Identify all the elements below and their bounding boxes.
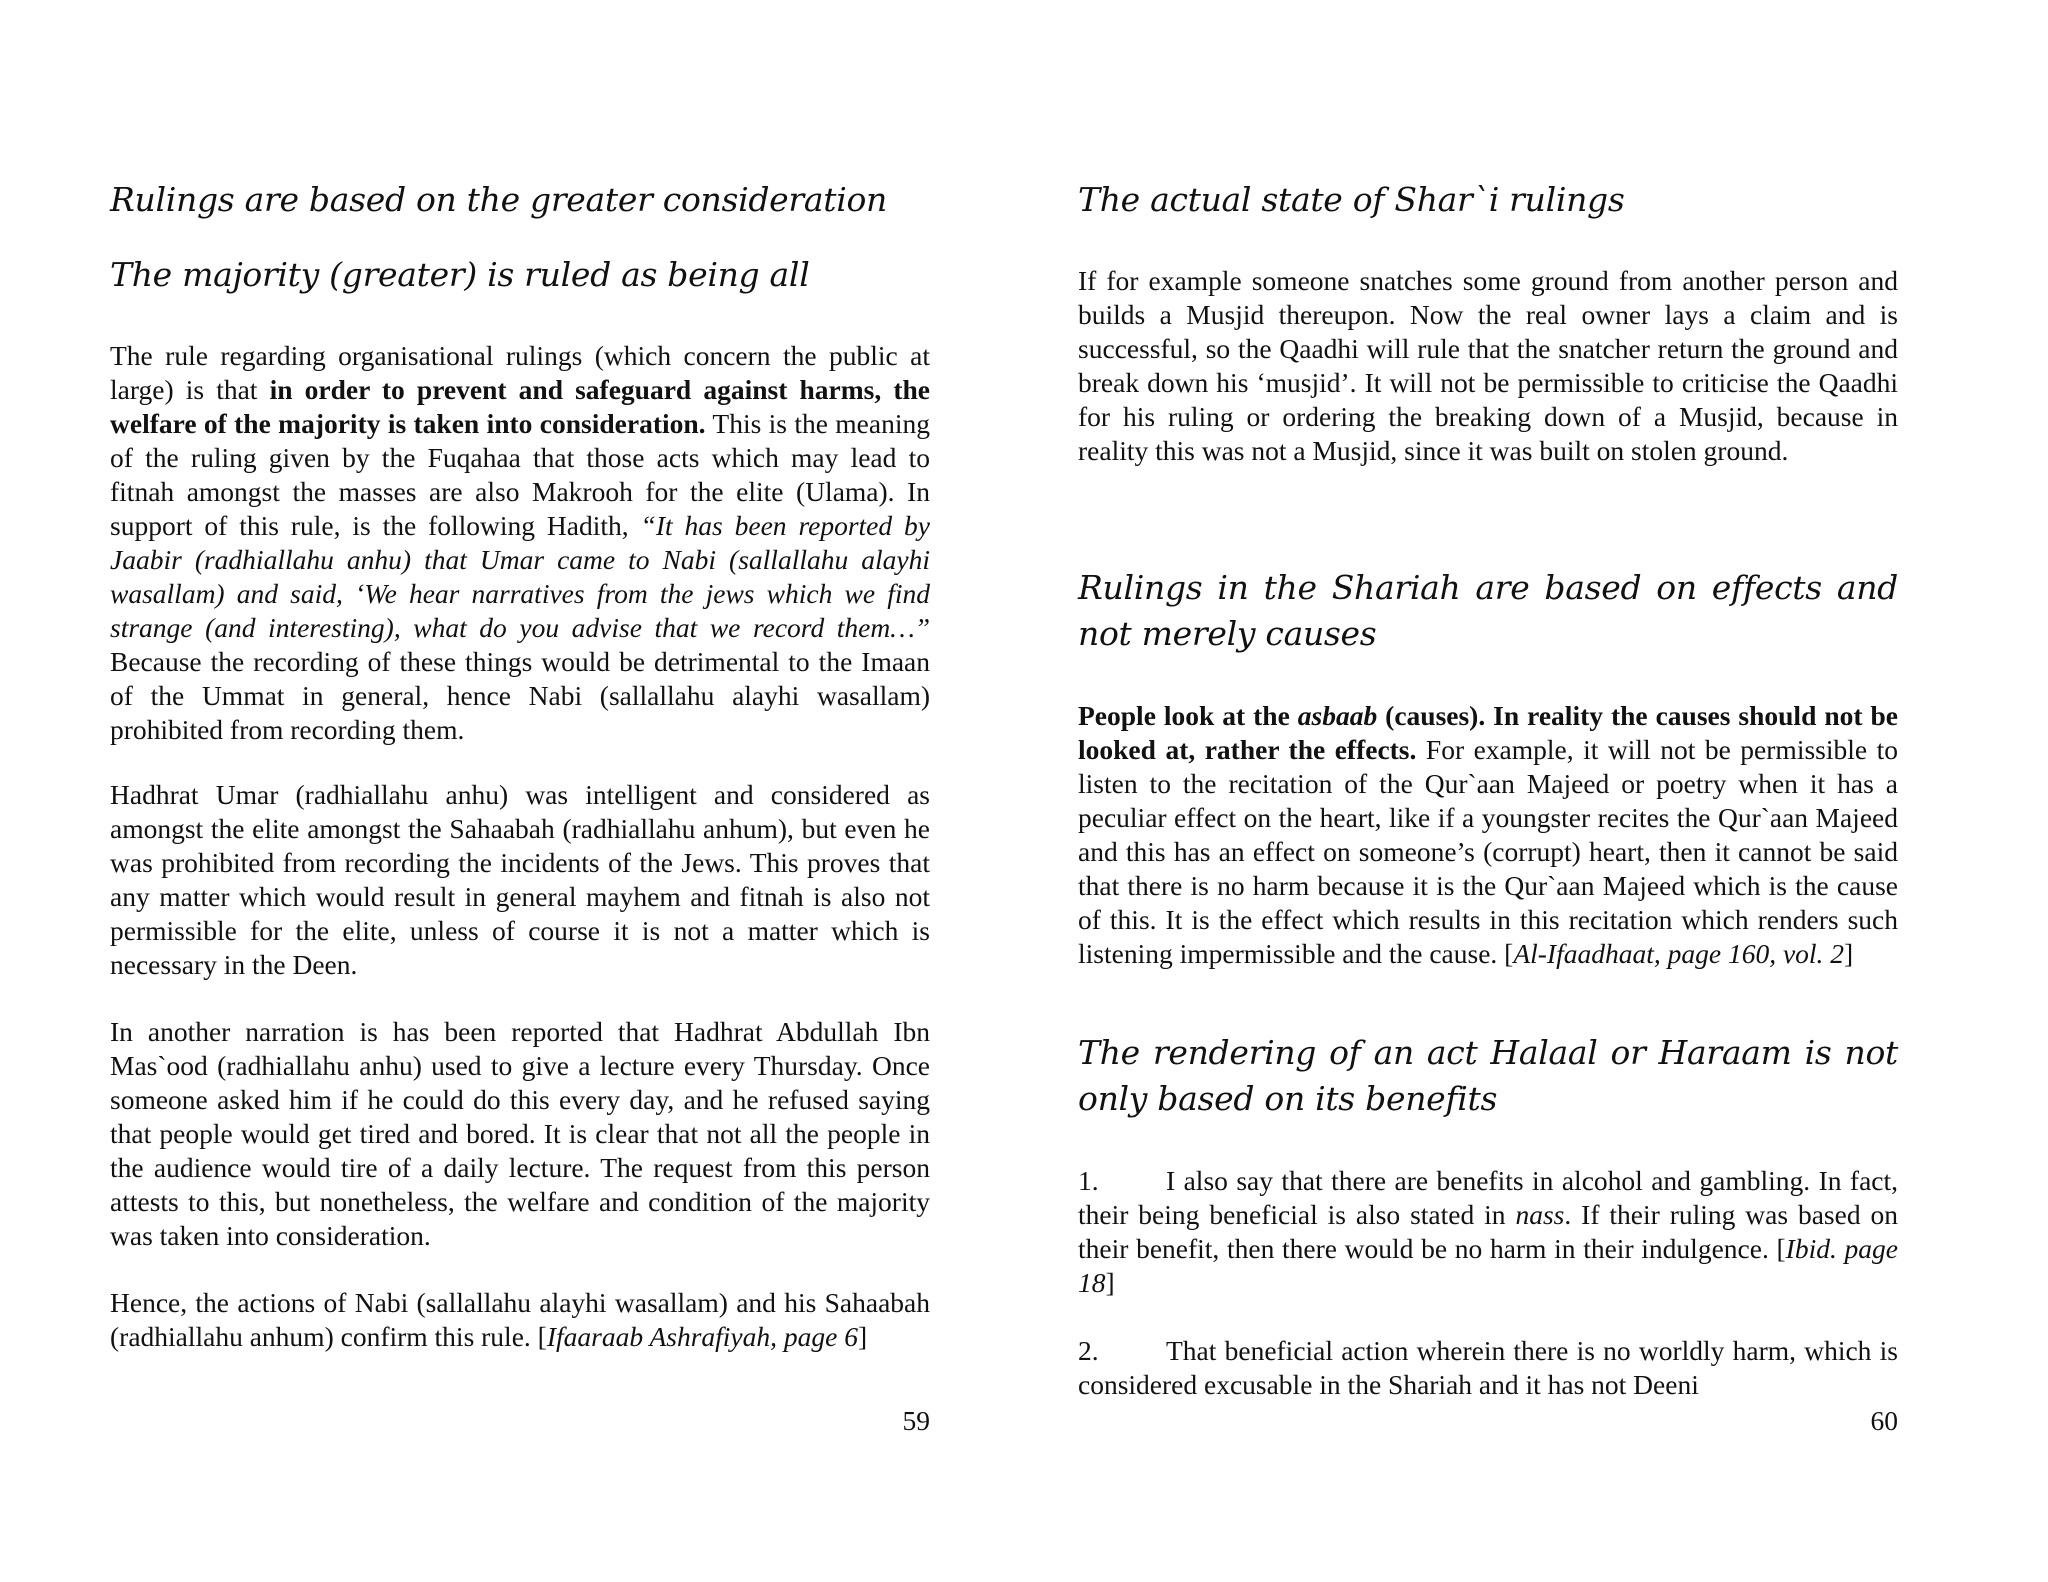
left-paragraph-4 (110, 1286, 930, 1354)
reference: Al-Ifaadhaat, page 160, vol. 2 (1513, 938, 1845, 969)
right-heading-3: The rendering of an act Halaal or Haraam is not only based on its benefits (1078, 1033, 1898, 1118)
left-paragraph-1 (110, 339, 930, 747)
left-heading-1: Rulings are based on the greater consideration (110, 180, 887, 219)
list-number: 1. (1078, 1165, 1099, 1196)
right-list-item-1 (1078, 1164, 1898, 1300)
text-run: The rule regarding organisational rulings (which concern the public at large) is that (110, 340, 930, 405)
right-page (1078, 0, 1898, 1582)
page-number: 60 (1870, 1405, 1898, 1436)
right-paragraph-1: If for example someone snatches some ground from another person and builds a Musjid thereupon. Now the real owner lays a claim and is successful, so the Qaadhi will rule that the snatcher return the ground and break down his ‘musjid’. It will not be permissible to criticise the Qaadhi for his ruling or ordering the breaking down of a Musjid, because in reality this was not a Musjid, since it was built on stolen ground. (1078, 265, 1898, 466)
text-run: That beneficial action wherein there is no worldly harm, which is considered excusable in the Shariah and it has not Deeni (1078, 1335, 1898, 1400)
text-run: Hence, the actions of Nabi (sallallahu alayhi wasallam) and his Sahaabah (radhiallahu anhum) confirm this rule. [ (110, 1287, 930, 1352)
text-run: Because the recording of these things would be detrimental to the Imaan of the Ummat in general, hence Nabi (sallallahu alayhi wasallam) prohibited from recording them. (110, 646, 930, 745)
hadith-quote: “It has been reported by Jaabir (radhiallahu anhu) that Umar came to Nabi (sallallahu alayhi wasallam) and said, ‘We hear narratives from the jews which we find strange (and interesting), what do you advise that we record them…” (110, 510, 930, 643)
left-paragraph-2: Hadhrat Umar (radhiallahu anhu) was intelligent and considered as amongst the elite amongst the Sahaabah (radhiallahu anhum), but even he was prohibited from recording the incidents of the Jews. This proves that any matter which would result in general mayhem and fitnah is also not permissible for the elite, unless of course it is not a matter which is necessary in the Deen. (110, 779, 930, 980)
right-heading-2: Rulings in the Shariah are based on effects and not merely causes (1078, 568, 1898, 653)
page-number: 59 (902, 1405, 930, 1436)
reference: Ibid. page 18 (1078, 1233, 1898, 1298)
text-run: . If their ruling was based on their benefit, then there would be no harm in their indulgence. [ (1078, 1199, 1899, 1264)
bold-run: (causes). In reality the causes should not be looked at, rather the effects. (1078, 700, 1898, 765)
bold-run: in order to prevent and safeguard against harms, the welfare of the majority is taken into consideration. (110, 374, 931, 439)
text-run: This is the meaning of the ruling given by the Fuqahaa that those acts which may lead to fitnah amongst the masses are also Makrooh for the elite (Ulama). In support of this rule, is the following Hadith, (110, 408, 930, 541)
reference: Ifaaraab Ashrafiyah, page 6 (546, 1321, 858, 1352)
text-run: ] (857, 1321, 868, 1352)
text-run: ] (1105, 1267, 1115, 1298)
right-heading-1: The actual state of Shar`i rulings (1078, 180, 1625, 219)
right-list-item-2 (1078, 1334, 1898, 1402)
left-heading-2: The majority (greater) is ruled as being all (110, 255, 810, 294)
text-run: ] (1844, 938, 1854, 969)
bold-run: People look at the (1078, 700, 1298, 731)
right-paragraph-2 (1078, 699, 1898, 971)
bold-italic-term: asbaab (1297, 700, 1378, 731)
text-run: I also say that there are benefits in alcohol and gambling. In fact, their being beneficial is also stated in (1078, 1165, 1898, 1230)
list-number: 2. (1078, 1335, 1099, 1366)
text-run: For example, it will not be permissible to listen to the recitation of the Qur`aan Majeed or poetry when it has a peculiar effect on the heart, like if a youngster recites the Qur`aan Majeed and this has an effect on someone’s (corrupt) heart, then it cannot be said that there is no harm because it is the Qur`aan Majeed which is the cause of this. It is the effect which results in this recitation which renders such listening impermissible and the cause. [ (1078, 734, 1898, 969)
left-page (110, 0, 930, 1582)
italic-term: nass (1515, 1199, 1565, 1230)
left-paragraph-3: In another narration is has been reported that Hadhrat Abdullah Ibn Mas`ood (radhiallahu anhu) used to give a lecture every Thursday. Once someone asked him if he could do this every day, and he refused saying that people would get tired and bored. It is clear that not all the people in the audience would tire of a daily lecture. The request from this person attests to this, but nonetheless, the welfare and condition of the majority was taken into consideration. (110, 1016, 930, 1251)
